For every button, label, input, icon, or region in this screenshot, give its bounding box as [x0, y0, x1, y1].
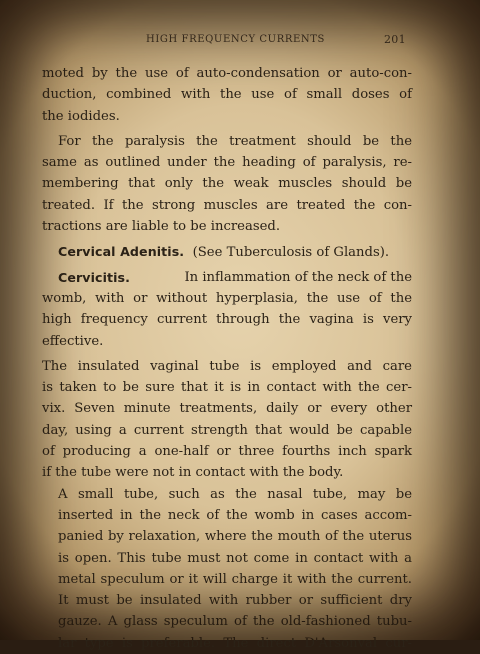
text-line: A small tube, such as the nasal tube, may be	[58, 486, 412, 502]
paragraph-small-tube	[42, 484, 412, 654]
text-line: day, using a current strength that would be capable	[42, 422, 412, 438]
page-number: 201	[384, 33, 406, 46]
paragraph-vaginal-tube	[42, 356, 412, 484]
text-line: womb, with or without hyperplasia, the use of the	[42, 290, 412, 306]
text-line: tractions are liable to be increased.	[42, 219, 281, 235]
text-line: metal speculum or it will charge it with the current.	[58, 571, 412, 587]
text-line: of producing a one-half or three fourths inch spark	[42, 444, 412, 460]
text-line: lar type is preferable. The direct D'Arsonval cur-	[58, 635, 412, 651]
text-line: gauze. A glass speculum of the old-fashioned tubu-	[58, 614, 412, 630]
text-line: treated. If the strong muscles are treated the con-	[42, 197, 412, 213]
entry-heading: Cervical Adenitis.	[58, 244, 185, 260]
running-head: HIGH FREQUENCY CURRENTS	[146, 34, 325, 45]
paragraph-cervical-adenitis	[42, 241, 412, 262]
text-line	[42, 267, 412, 288]
text-line: inserted in the neck of the womb in cases accom-	[58, 507, 412, 523]
text-line: membering that only the weak muscles should be	[42, 176, 412, 192]
entry-heading: Cervicitis.	[58, 269, 131, 285]
text-line: is taken to be sure that it is in contact with the cer-	[42, 380, 412, 396]
text-line: the iodides.	[42, 108, 120, 124]
text-line: same as outlined under the heading of paralysis, re-	[42, 155, 412, 171]
text-line: moted by the use of auto-condensation or auto-con-	[42, 66, 412, 81]
body-text	[42, 63, 412, 654]
text-line	[42, 241, 412, 262]
text-line: is open. This tube must not come in contact with a	[58, 550, 412, 566]
text-line: effective.	[42, 333, 104, 349]
text-line: high frequency current through the vagina is very	[42, 312, 412, 328]
paragraph-continuation	[42, 63, 412, 127]
text-line: if the tube were not in contact with the body.	[42, 465, 344, 481]
text-line: The insulated vaginal tube is employed and care	[42, 358, 412, 374]
text-line: vix. Seven minute treatments, daily or every other	[42, 401, 412, 417]
text-line: For the paralysis the treatment should be the	[58, 133, 412, 149]
entry-text: (See Tuberculosis of Glands).	[192, 245, 390, 261]
page-header	[0, 34, 480, 50]
paragraph-cervicitis	[42, 267, 412, 352]
entry-text: In inflammation of the neck of the	[184, 269, 412, 285]
paragraph-paralysis	[42, 131, 412, 237]
text-line: panied by relaxation, where the mouth of the uterus	[58, 529, 412, 545]
text-line: duction, combined with the use of small doses of	[42, 87, 412, 103]
text-line: It must be insulated with rubber or sufficient dry	[58, 593, 412, 609]
